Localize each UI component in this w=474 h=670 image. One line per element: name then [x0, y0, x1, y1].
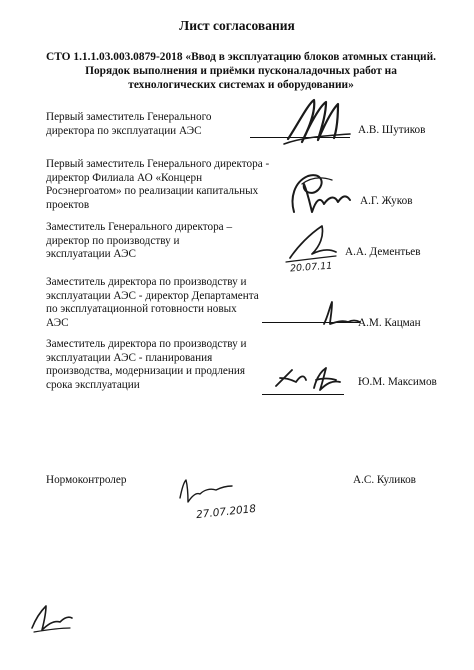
initials-mark-icon: [28, 602, 80, 638]
signature-shutikov-icon: [280, 94, 360, 154]
signatory-name-2: А.Г. Жуков: [360, 195, 413, 207]
handwritten-date-dementyev: 20.07.11: [289, 260, 333, 275]
signature-kulikov-icon: [176, 478, 236, 508]
signatory-position-1: Первый заместитель Генерального директора по эксплуатации АЭС: [46, 111, 212, 137]
signatory-name-4: А.М. Кацман: [358, 317, 421, 329]
normcontrol-name: А.С. Куликов: [353, 474, 416, 486]
signatory-name-5: Ю.М. Максимов: [358, 376, 437, 388]
signatory-position-5: Заместитель директора по производству и эксплуатации АЭС - планирования производства, модернизации и продления срока эксплуатации: [46, 338, 247, 391]
signatory-name-1: А.В. Шутиков: [358, 124, 426, 136]
signature-maksimov-icon: [270, 362, 350, 396]
signatory-position-4: Заместитель директора по производству и эксплуатации АЭС - директор Департамента по эксплуатационной готовности новых АЭС: [46, 276, 259, 329]
normcontrol-label: Нормоконтролер: [46, 474, 127, 486]
handwritten-date-kulikov: 27.07.2018: [195, 502, 257, 522]
signature-zhukov-icon: [280, 170, 360, 220]
document-subtitle: СТО 1.1.1.03.003.0879-2018 «Ввод в эксплуатацию блоков атомных станций. Порядок выполнения и приёмки пусконаладочных работ на технологических системах и оборудовании»: [46, 51, 436, 91]
signature-dementyev-icon: [282, 222, 342, 264]
signatory-position-3: Заместитель Генерального директора – директор по производству и эксплуатации АЭС: [46, 221, 233, 261]
signatory-position-2: Первый заместитель Генерального директора - директор Филиала АО «Концерн Росэнергоатом» по реализации капитальных проектов: [46, 158, 270, 211]
page-title: Лист согласования: [179, 18, 295, 33]
signatory-name-3: А.А. Дементьев: [345, 246, 421, 258]
